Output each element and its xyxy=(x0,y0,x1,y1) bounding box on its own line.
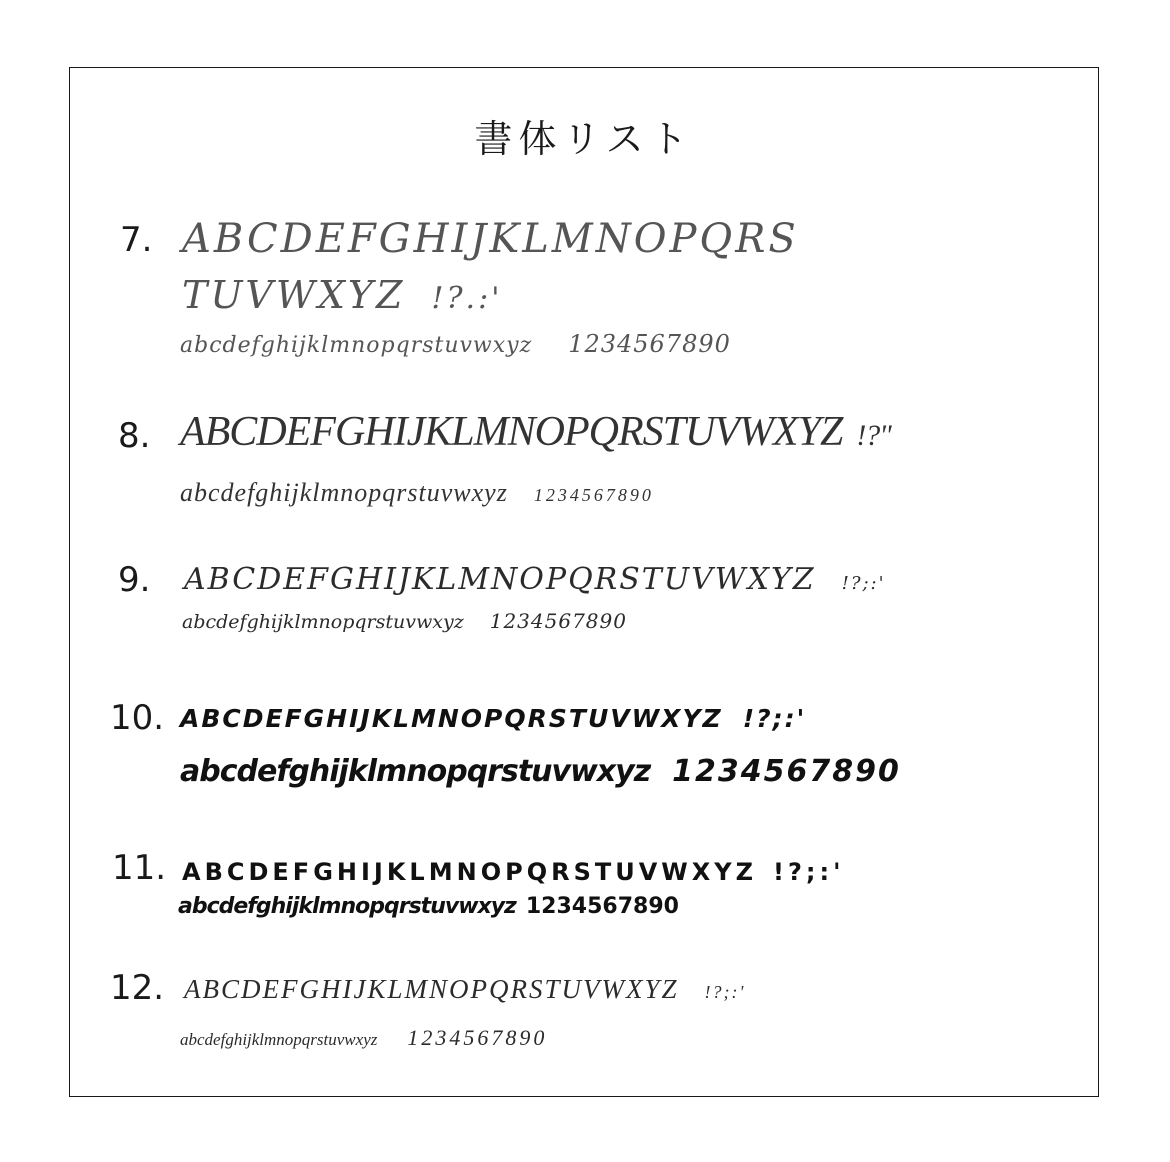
digits-sample: 1234567890 xyxy=(407,1025,548,1050)
font-list-sheet xyxy=(69,67,1099,1097)
punctuation-sample: !?;:' xyxy=(841,573,886,594)
uppercase-line xyxy=(180,704,806,733)
uppercase-sample: TUVWXYZ xyxy=(182,273,406,317)
lowercase-digits-line xyxy=(180,1025,547,1051)
lowercase-sample: abcdefghijklmnopqrstuvwxyz xyxy=(182,611,464,633)
punctuation-sample: !?;:' xyxy=(742,704,807,733)
uppercase-line xyxy=(182,858,844,886)
uppercase-sample-part1: ABCDEFGHIJKLMNOPQRS xyxy=(182,216,799,262)
uppercase-line xyxy=(180,408,891,456)
lowercase-digits-line xyxy=(182,609,627,633)
digits-sample: 1234567890 xyxy=(568,330,731,358)
lowercase-sample: abcdefghijklmnopqrstuvwxyz xyxy=(180,1030,378,1049)
lowercase-digits-line xyxy=(178,894,679,919)
lowercase-sample: abcdefghijklmnopqrstuvwxyz xyxy=(178,894,516,919)
digits-sample: 1234567890 xyxy=(672,754,901,789)
lowercase-sample: abcdefghijklmnopqrstuvwxyz xyxy=(180,478,508,507)
digits-sample: 1234567890 xyxy=(525,894,679,919)
uppercase-sample-part2 xyxy=(182,273,502,317)
style-number: 11. xyxy=(112,848,167,888)
page-title: 書体リスト xyxy=(474,117,694,161)
lowercase-sample: abcdefghijklmnopqrstuvwxyz xyxy=(180,754,651,789)
style-number: 8. xyxy=(118,416,151,456)
style-number: 10. xyxy=(110,698,165,738)
digits-sample: 1234567890 xyxy=(489,609,627,633)
style-number: 9. xyxy=(118,560,151,600)
punctuation-sample: !?;:' xyxy=(773,858,845,886)
punctuation-sample: !?" xyxy=(856,419,891,452)
lowercase-digits-line xyxy=(180,478,654,508)
uppercase-sample: ABCDEFGHIJKLMNOPQRSTUVWXYZ xyxy=(182,858,758,886)
uppercase-sample: ABCDEFGHIJKLMNOPQRSTUVWXYZ xyxy=(184,562,816,597)
lowercase-digits-line xyxy=(180,754,901,789)
style-number: 12. xyxy=(110,968,165,1008)
style-number: 7. xyxy=(120,220,153,260)
digits-sample: 1234567890 xyxy=(533,485,654,505)
punctuation-sample: !?;:' xyxy=(704,982,746,1002)
uppercase-sample: ABCDEFGHIJKLMNOPQRSTUVWXYZ xyxy=(184,974,679,1004)
uppercase-sample: ABCDEFGHIJKLMNOPQRSTUVWXYZ xyxy=(180,409,843,455)
uppercase-line xyxy=(184,562,886,597)
lowercase-digits-line xyxy=(180,330,731,358)
uppercase-sample: ABCDEFGHIJKLMNOPQRSTUVWXYZ xyxy=(180,704,723,733)
uppercase-line xyxy=(184,974,745,1005)
punctuation-sample: !?.:' xyxy=(431,281,503,316)
lowercase-sample: abcdefghijklmnopqrstuvwxyz xyxy=(180,333,533,358)
